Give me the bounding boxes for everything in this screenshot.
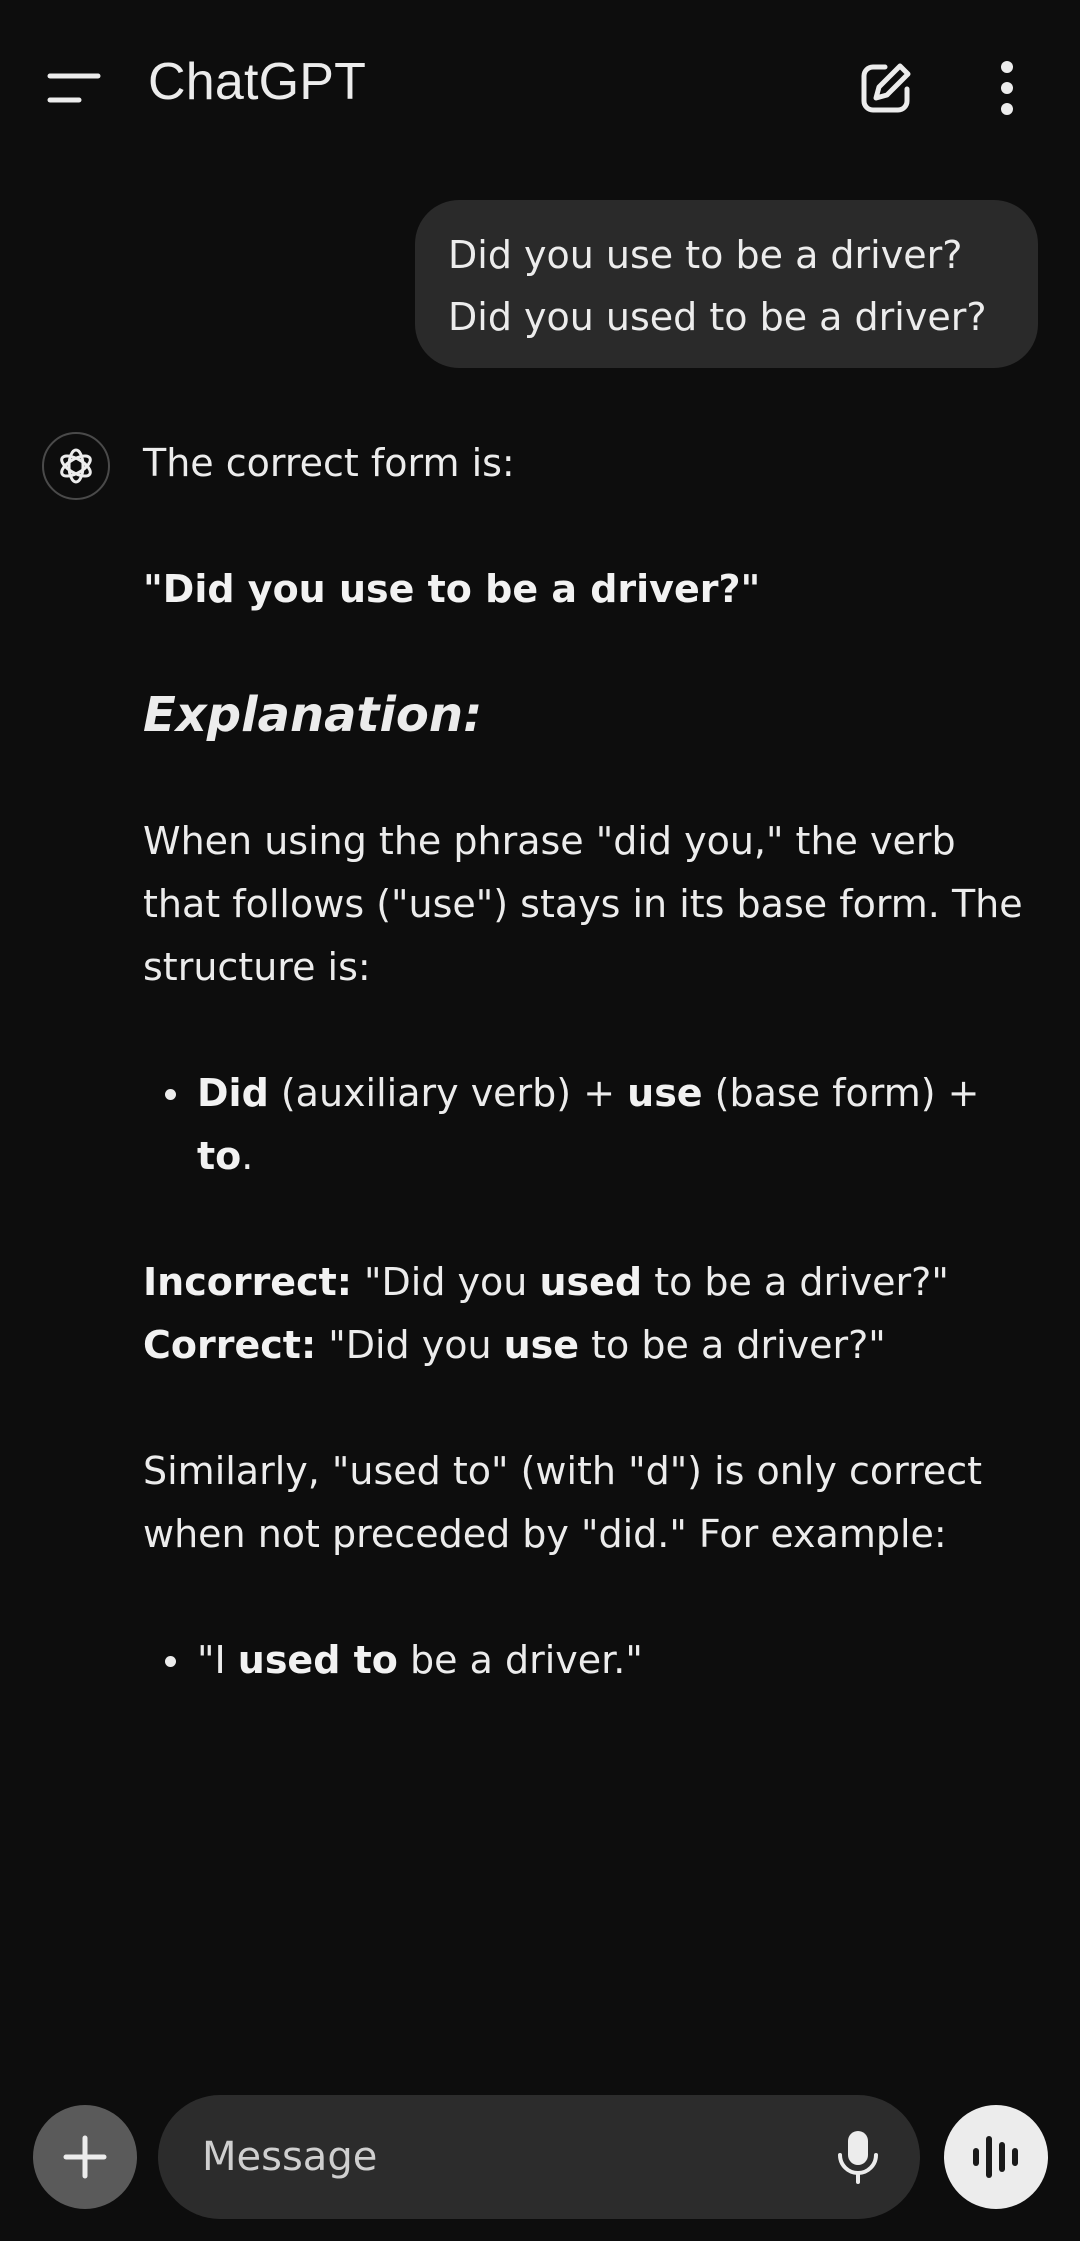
more-vertical-icon <box>999 61 1015 115</box>
explanation-paragraph: When using the phrase "did you," the verb that follows ("use") stays in its base form. The structure is: <box>143 819 1023 989</box>
assistant-message <box>143 432 1023 1692</box>
menu-button[interactable] <box>30 44 118 132</box>
dictate-button[interactable] <box>818 2117 898 2197</box>
list-item: Did (auxiliary verb) + use (base form) + to. <box>197 1062 1023 1188</box>
similarly-paragraph: Similarly, "used to" (with "d") is only correct when not preceded by "did." For example: <box>143 1449 983 1556</box>
top-bar <box>0 0 1080 168</box>
correct-example: Correct: "Did you use to be a driver?" <box>143 1323 886 1367</box>
example-list <box>143 1629 1023 1692</box>
explanation-heading: Explanation: <box>143 687 483 743</box>
user-message-line: Did you use to be a driver? <box>448 233 963 277</box>
menu-icon <box>47 71 101 105</box>
incorrect-example: Incorrect: "Did you used to be a driver?" <box>143 1260 949 1304</box>
assistant-avatar <box>42 432 110 500</box>
edit-icon <box>859 61 913 115</box>
message-input[interactable] <box>202 2095 802 2219</box>
plus-icon <box>63 2135 107 2179</box>
user-message-line: Did you used to be a driver? <box>448 295 987 339</box>
message-composer <box>158 2095 920 2219</box>
mic-icon <box>836 2129 880 2185</box>
attach-button[interactable] <box>33 2105 137 2209</box>
more-options-button[interactable] <box>962 40 1052 136</box>
structure-list <box>143 1062 1023 1188</box>
answer-quote: "Did you use to be a driver?" <box>143 567 761 611</box>
voice-mode-button[interactable] <box>944 2105 1048 2209</box>
app-title: ChatGPT <box>148 53 367 111</box>
user-message-bubble <box>415 200 1038 368</box>
voice-waveform-icon <box>971 2135 1021 2179</box>
openai-logo-icon <box>53 443 99 489</box>
new-chat-button[interactable] <box>838 40 934 136</box>
list-item: "I used to be a driver." <box>197 1629 1023 1692</box>
answer-intro: The correct form is: <box>143 441 515 485</box>
